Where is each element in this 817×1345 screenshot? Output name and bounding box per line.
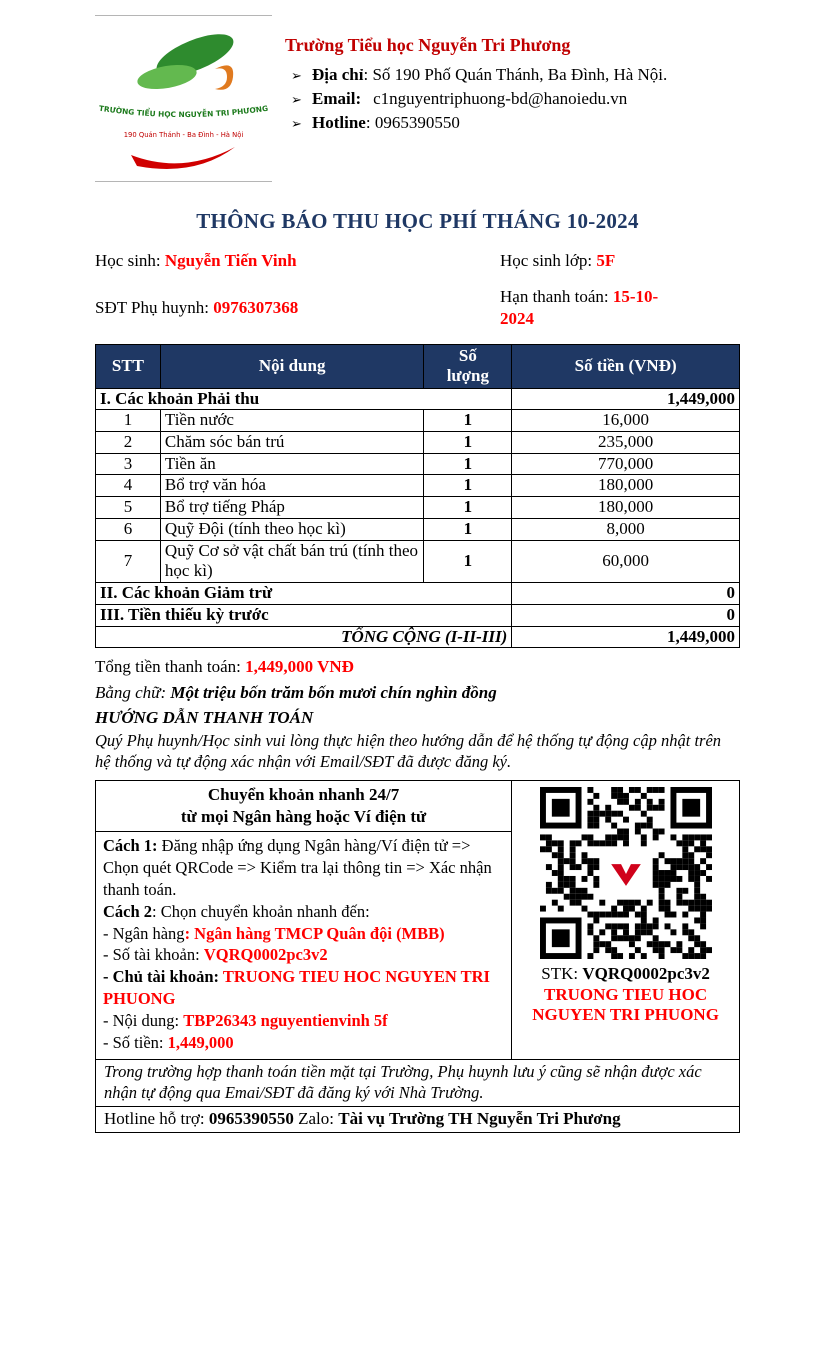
transfer-amount: 1,449,000 [167, 1033, 234, 1053]
logo-swoosh [131, 147, 235, 169]
section-row-iii [96, 604, 740, 626]
arrow-bullet-icon: ➢ [291, 69, 302, 84]
table-row: 3 Tiền ăn 1 770,000 [96, 453, 740, 475]
cash-note: Trong trường hợp thanh toán tiền mặt tại Trường, Phụ huynh lưu ý cũng sẽ nhận được xác nhận tự động qua Emai/SĐT đã đăng ký với Nhà Trường. [96, 1060, 740, 1107]
student-name-label: Học sinh: [95, 250, 161, 270]
payment-box-header-row [96, 780, 740, 831]
support-hotline-row [96, 1106, 740, 1132]
address-value: : Số 190 Phố Quán Thánh, Ba Đình, Hà Nội. [363, 65, 668, 84]
document-content [95, 0, 740, 1133]
school-address-line [285, 65, 667, 85]
student-class-line [500, 250, 692, 271]
document-header [95, 15, 740, 182]
transfer-title-line2: từ mọi Ngân hàng hoặc Ví điện tử [180, 806, 427, 826]
deadline-value: 15-10-2024 [500, 287, 659, 328]
total-payment-line [95, 657, 740, 677]
arrow-bullet-icon: ➢ [291, 117, 302, 132]
col-header-sotien: Số tiền (VNĐ) [512, 344, 740, 388]
cash-note-row [96, 1060, 740, 1107]
account-holder: TRUONG TIEU HOC NGUYEN TRI PHUONG [103, 967, 490, 1009]
payment-methods-cell [96, 831, 512, 1059]
email-value: c1nguyentriphuong-bd@hanoiedu.vn [373, 89, 628, 108]
qr-account-holder: TRUONG TIEU HOC NGUYEN TRI PHUONG [532, 984, 719, 1024]
qr-cell [512, 780, 740, 1060]
hotline-value: : 0965390550 [365, 113, 460, 132]
col-header-stt: STT [96, 344, 161, 388]
amount-in-words-line [95, 683, 740, 703]
section-i-label: I. Các khoản Phải thu [96, 388, 512, 410]
section-row-i [96, 388, 740, 410]
section-i-amount: 1,449,000 [512, 388, 740, 410]
deadline-label: Hạn thanh toán: [500, 287, 609, 307]
table-row: 1 Tiền nước 1 16,000 [96, 410, 740, 432]
address-label: Địa chỉ [312, 65, 364, 84]
amount-in-words-label: Bằng chữ: [95, 683, 171, 703]
stk-value: VQRQ0002pc3v2 [582, 963, 710, 983]
logo-address-text: 190 Quán Thánh - Ba Đình - Hà Nội [123, 130, 244, 139]
section-iii-label: III. Tiền thiếu kỳ trước [96, 604, 512, 626]
arrow-bullet-icon: ➢ [291, 93, 302, 108]
school-name: Trường Tiểu học Nguyễn Tri Phương [285, 35, 571, 55]
account-number: VQRQ0002pc3v2 [203, 945, 328, 965]
student-info [95, 250, 740, 329]
table-row: 2 Chăm sóc bán trú 1 235,000 [96, 432, 740, 454]
fee-table-header-row [96, 344, 740, 388]
transfer-content-line: - Nội dung: TBP26343 nguyentienvinh 5f [103, 1011, 388, 1031]
table-row: 4 Bổ trợ văn hóa 1 180,000 [96, 475, 740, 497]
student-row-2 [95, 286, 740, 329]
support-hotline-label: Hotline hỗ trợ: [104, 1108, 209, 1128]
zalo-label: Zalo: [293, 1108, 339, 1128]
section-iii-amount: 0 [512, 604, 740, 626]
method-1-line: Cách 1: Đăng nhập ứng dụng Ngân hàng/Ví điện tử => Chọn quét QRCode => Kiểm tra lại thông tin => Xác nhận thanh toán. [103, 835, 492, 899]
method-2-line: Cách 2: Chọn chuyển khoản nhanh đến: [103, 901, 370, 921]
bank-name: : Ngân hàng TMCP Quân đội (MBB) [184, 923, 445, 943]
email-label: Email: [312, 89, 362, 108]
hotline-label: Hotline [312, 113, 366, 132]
total-payment-value: 1,449,000 VNĐ [245, 657, 354, 677]
parent-phone-line [95, 298, 500, 318]
support-hotline [96, 1106, 740, 1132]
student-class: 5F [596, 251, 616, 270]
logo-leaves [136, 25, 239, 92]
transfer-title-line1: Chuyển khoản nhanh 24/7 [207, 784, 400, 804]
payment-guide-text: Quý Phụ huynh/Học sinh vui lòng thực hiện theo hướng dẫn để hệ thống tự động cập nhật trên hệ thống và tự động xác nhận với Email/SĐT đã được đăng ký. [95, 731, 722, 772]
school-info [285, 15, 667, 182]
col-header-soluong: Số lượng [424, 344, 512, 388]
parent-phone-label: SĐT Phụ huynh: [95, 297, 209, 317]
total-payment-label: Tổng tiền thanh toán: [95, 657, 246, 677]
zalo-value: Tài vụ Trường TH Nguyễn Tri Phương [338, 1108, 621, 1128]
transfer-amount-line: - Số tiền: 1,449,000 [103, 1033, 234, 1053]
school-email-line [285, 89, 667, 109]
payment-guide-title: HƯỚNG DẪN THANH TOÁN [95, 708, 314, 728]
transfer-title-cell [96, 780, 512, 831]
total-label: TỔNG CỘNG (I-II-III) [96, 626, 512, 648]
account-number-line: - Số tài khoản: VQRQ0002pc3v2 [103, 945, 328, 965]
student-name: Nguyễn Tiến Vinh [164, 250, 297, 270]
table-row: 5 Bổ trợ tiếng Pháp 1 180,000 [96, 497, 740, 519]
school-hotline-line [285, 113, 667, 133]
stk-label: STK: [541, 963, 583, 983]
amount-in-words-value: Một triệu bốn trăm bốn mươi chín nghìn đồng [170, 683, 497, 703]
section-ii-amount: 0 [512, 583, 740, 605]
table-row: 7 Quỹ Cơ sở vật chất bán trú (tính theo học kì) 1 60,000 [96, 540, 740, 582]
stk-line [514, 964, 737, 984]
bank-line: - Ngân hàng: Ngân hàng TMCP Quân đội (MBB) [103, 923, 445, 943]
section-ii-label: II. Các khoản Giảm trừ [96, 583, 512, 605]
deadline-line [500, 286, 692, 329]
student-row-1 [95, 250, 740, 271]
account-holder-line: - Chủ tài khoản: TRUONG TIEU HOC NGUYEN TRI PHUONG [103, 967, 490, 1009]
support-hotline-number: 0965390550 [208, 1108, 294, 1128]
school-logo [97, 19, 270, 179]
fee-table [95, 344, 740, 649]
school-logo-frame [95, 15, 272, 182]
student-class-label: Học sinh lớp: [500, 251, 593, 270]
total-amount: 1,449,000 [512, 626, 740, 648]
logo-arc-text: TRƯỜNG TIỂU HỌC NGUYỄN TRI PHƯƠNG [98, 103, 269, 119]
qr-code [540, 787, 712, 959]
page-title: THÔNG BÁO THU HỌC PHÍ THÁNG 10-2024 [196, 209, 639, 233]
col-header-noidung: Nội dung [160, 344, 423, 388]
total-row [96, 626, 740, 648]
student-name-line [95, 251, 500, 271]
payment-box [95, 780, 740, 1133]
transfer-content: TBP26343 nguyentienvinh 5f [183, 1011, 388, 1031]
table-row: 6 Quỹ Đội (tính theo học kì) 1 8,000 [96, 518, 740, 540]
section-row-ii [96, 583, 740, 605]
parent-phone: 0976307368 [213, 297, 299, 317]
